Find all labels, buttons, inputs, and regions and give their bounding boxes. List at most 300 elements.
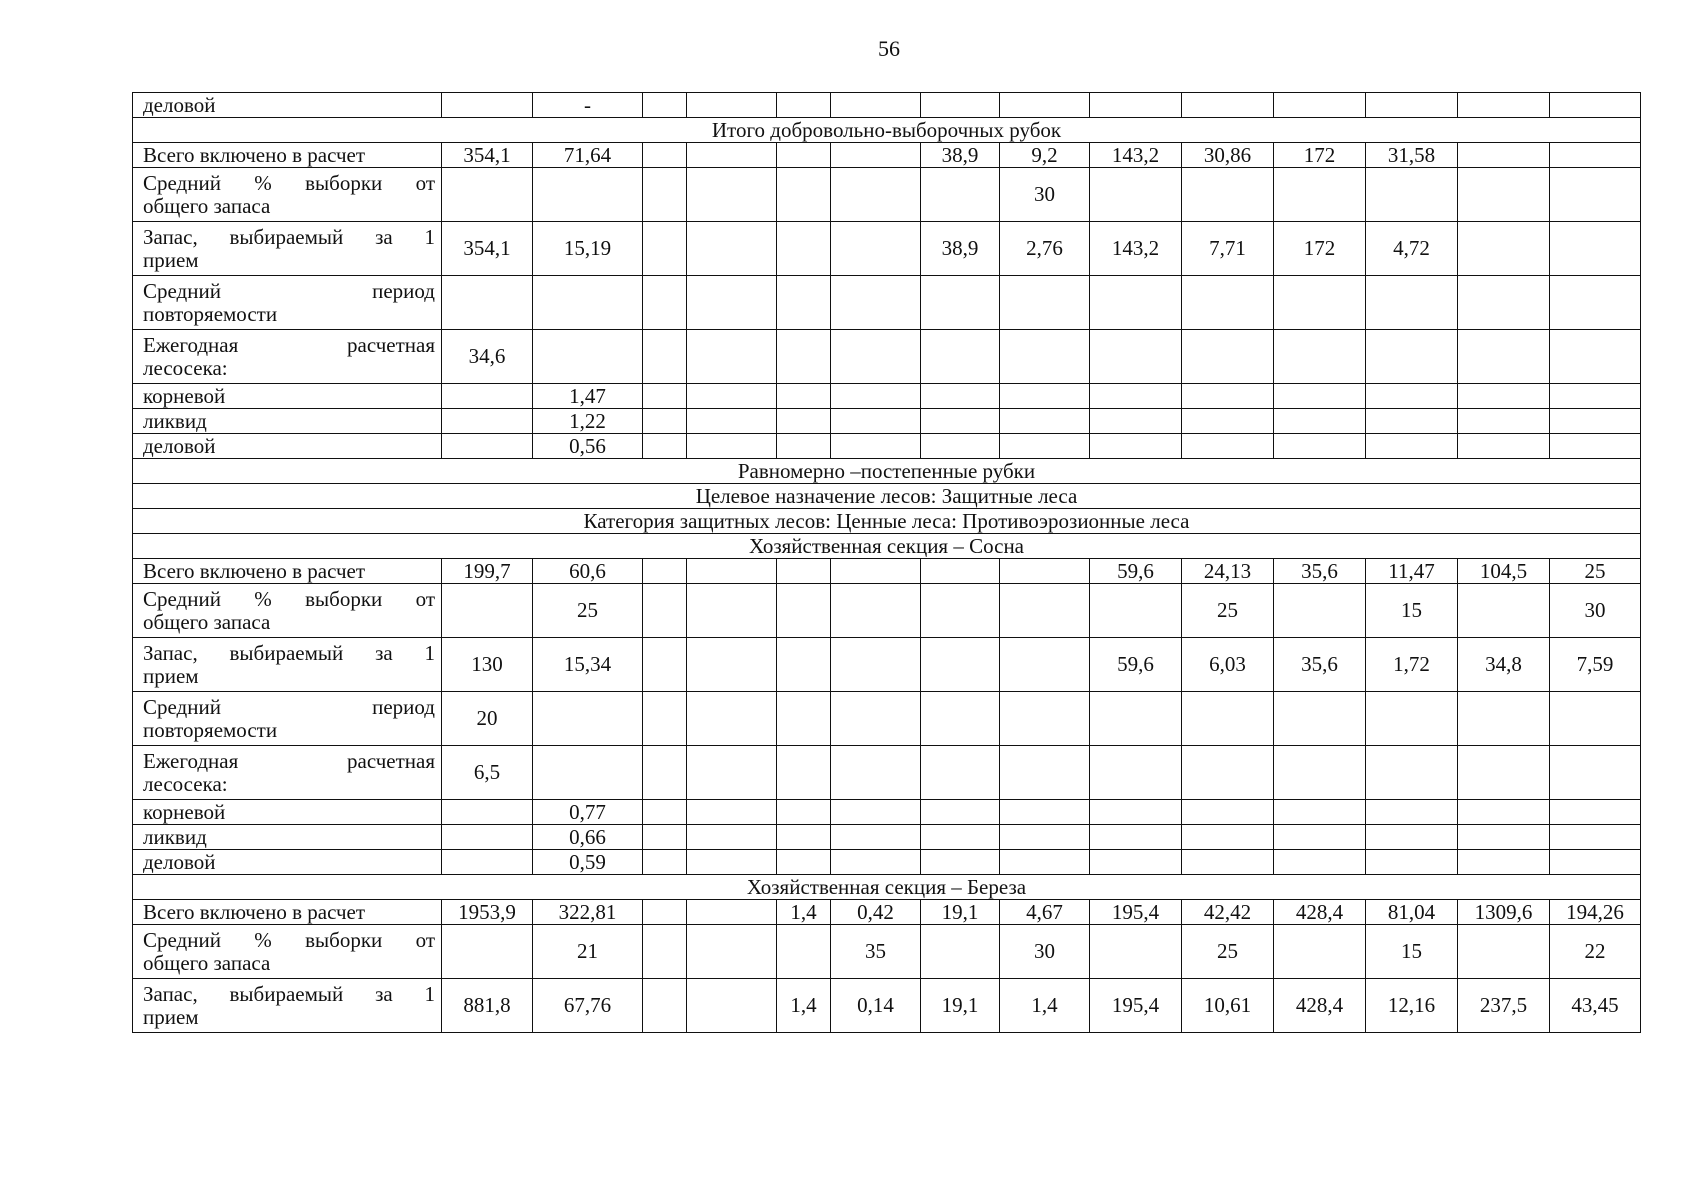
- table-row: [133, 692, 1641, 746]
- table-cell: [1366, 800, 1458, 825]
- table-cell: [1182, 276, 1274, 330]
- row-label-line-2: прием: [143, 247, 199, 272]
- table-cell: 1,22: [533, 409, 643, 434]
- table-cell: 15: [1366, 584, 1458, 638]
- table-cell: [687, 330, 777, 384]
- section-row: [133, 534, 1641, 559]
- row-label: [133, 746, 442, 800]
- row-label-word: Запас,: [143, 640, 198, 665]
- table-cell: [921, 692, 1000, 746]
- table-row: [133, 330, 1641, 384]
- table-cell: [777, 584, 831, 638]
- row-label-word: Ежегодная: [143, 332, 239, 357]
- table-cell: [1090, 168, 1182, 222]
- section-row: [133, 118, 1641, 143]
- table-cell: 0,77: [533, 800, 643, 825]
- table-cell: 12,16: [1366, 979, 1458, 1033]
- table-cell: [1550, 143, 1641, 168]
- table-cell: [442, 825, 533, 850]
- table-cell: [1274, 384, 1366, 409]
- table-cell: 42,42: [1182, 900, 1274, 925]
- table-cell: [533, 276, 643, 330]
- section-title: Хозяйственная секция – Сосна: [133, 534, 1641, 559]
- row-label-word: 1: [424, 981, 435, 1006]
- row-label-word: за: [375, 640, 393, 665]
- table-cell: 322,81: [533, 900, 643, 925]
- table-cell: [687, 93, 777, 118]
- row-label-word: Средний: [143, 170, 221, 195]
- row-label-word: от: [415, 170, 435, 195]
- table-cell: [831, 409, 921, 434]
- table-cell: [643, 330, 687, 384]
- row-label: [133, 638, 442, 692]
- table-cell: 9,2: [1000, 143, 1090, 168]
- table-cell: 30,86: [1182, 143, 1274, 168]
- table-cell: [1366, 692, 1458, 746]
- section-row: [133, 875, 1641, 900]
- row-label-line-1: [143, 983, 435, 1006]
- table-cell: [831, 800, 921, 825]
- table-cell: [1458, 746, 1550, 800]
- table-cell: [442, 93, 533, 118]
- table-cell: [921, 276, 1000, 330]
- table-cell: [831, 746, 921, 800]
- table-cell: 20: [442, 692, 533, 746]
- table-cell: [1366, 850, 1458, 875]
- row-label-word: Ежегодная: [143, 748, 239, 773]
- table-cell: 1309,6: [1458, 900, 1550, 925]
- table-cell: [921, 409, 1000, 434]
- table-cell: 104,5: [1458, 559, 1550, 584]
- table-cell: [643, 559, 687, 584]
- table-cell: [831, 222, 921, 276]
- table-cell: [687, 850, 777, 875]
- table-cell: [1000, 384, 1090, 409]
- table-cell: [687, 692, 777, 746]
- table-row: [133, 925, 1641, 979]
- table-cell: [643, 638, 687, 692]
- table-cell: [777, 276, 831, 330]
- table-cell: [1366, 93, 1458, 118]
- table-cell: [777, 330, 831, 384]
- table-cell: 881,8: [442, 979, 533, 1033]
- table-cell: [1274, 168, 1366, 222]
- table-cell: [687, 409, 777, 434]
- table-cell: [831, 692, 921, 746]
- row-label-word: Средний: [143, 586, 221, 611]
- table-cell: [687, 222, 777, 276]
- table-cell: [1274, 746, 1366, 800]
- table-cell: [1274, 692, 1366, 746]
- table-cell: 1,72: [1366, 638, 1458, 692]
- table-cell: 1,4: [777, 979, 831, 1033]
- table-cell: 195,4: [1090, 979, 1182, 1033]
- row-label: [133, 330, 442, 384]
- table-cell: 6,03: [1182, 638, 1274, 692]
- table-cell: [831, 638, 921, 692]
- table-cell: 43,45: [1550, 979, 1641, 1033]
- table-cell: [1274, 584, 1366, 638]
- table-cell: [1090, 409, 1182, 434]
- row-label-word: за: [375, 224, 393, 249]
- table-cell: [643, 825, 687, 850]
- table-cell: 1953,9: [442, 900, 533, 925]
- table-cell: [643, 384, 687, 409]
- row-label: деловой: [133, 93, 442, 118]
- table-cell: [1550, 222, 1641, 276]
- table-cell: 354,1: [442, 222, 533, 276]
- row-label-word: %: [254, 170, 272, 195]
- table-cell: [1182, 93, 1274, 118]
- table-cell: [1458, 925, 1550, 979]
- table-row: [133, 800, 1641, 825]
- table-cell: 59,6: [1090, 638, 1182, 692]
- table-body: [133, 93, 1641, 1033]
- row-label-word: расчетная: [347, 748, 435, 773]
- table-cell: [1000, 330, 1090, 384]
- row-label: ликвид: [133, 825, 442, 850]
- table-cell: [1550, 746, 1641, 800]
- table-cell: 7,59: [1550, 638, 1641, 692]
- table-cell: [1182, 800, 1274, 825]
- row-label-line-1: [143, 642, 435, 665]
- row-label-word: %: [254, 927, 272, 952]
- table-cell: 428,4: [1274, 900, 1366, 925]
- row-label-word: Запас,: [143, 981, 198, 1006]
- section-title: Итого добровольно-выборочных рубок: [133, 118, 1641, 143]
- table-cell: 6,5: [442, 746, 533, 800]
- table-row: [133, 168, 1641, 222]
- table-cell: [1090, 692, 1182, 746]
- row-label-line-1: [143, 280, 435, 303]
- row-label-word: Средний: [143, 927, 221, 952]
- table-cell: [921, 850, 1000, 875]
- table-cell: [777, 559, 831, 584]
- row-label: ликвид: [133, 409, 442, 434]
- table-cell: [921, 925, 1000, 979]
- row-label-word: от: [415, 586, 435, 611]
- table-cell: [1366, 276, 1458, 330]
- table-cell: [1090, 850, 1182, 875]
- table-cell: [831, 559, 921, 584]
- table-cell: [1274, 93, 1366, 118]
- row-label-line-2: лесосека:: [143, 771, 228, 796]
- table-cell: [1182, 330, 1274, 384]
- row-label: деловой: [133, 850, 442, 875]
- table-cell: [1274, 276, 1366, 330]
- table-cell: [643, 850, 687, 875]
- table-cell: [1550, 800, 1641, 825]
- table-cell: [1550, 93, 1641, 118]
- table-cell: 1,47: [533, 384, 643, 409]
- table-cell: 30: [1000, 925, 1090, 979]
- row-label: Всего включено в расчет: [133, 559, 442, 584]
- section-row: [133, 509, 1641, 534]
- table-row: [133, 384, 1641, 409]
- row-label: Всего включено в расчет: [133, 143, 442, 168]
- table-cell: [921, 93, 1000, 118]
- table-cell: [831, 825, 921, 850]
- table-cell: [777, 638, 831, 692]
- table-cell: [442, 168, 533, 222]
- table-cell: [777, 93, 831, 118]
- table-cell: [777, 825, 831, 850]
- table-row: [133, 222, 1641, 276]
- table-row: [133, 143, 1641, 168]
- table-cell: [643, 584, 687, 638]
- table-cell: 2,76: [1000, 222, 1090, 276]
- table-cell: 25: [1182, 925, 1274, 979]
- table-cell: 30: [1000, 168, 1090, 222]
- table-cell: 35,6: [1274, 638, 1366, 692]
- table-cell: [1274, 925, 1366, 979]
- table-cell: [643, 925, 687, 979]
- table-cell: 10,61: [1182, 979, 1274, 1033]
- table-cell: 1,4: [777, 900, 831, 925]
- table-cell: [1000, 559, 1090, 584]
- table-cell: [442, 409, 533, 434]
- table-cell: 11,47: [1366, 559, 1458, 584]
- section-title: Хозяйственная секция – Береза: [133, 875, 1641, 900]
- table-cell: 38,9: [921, 222, 1000, 276]
- table-cell: [643, 900, 687, 925]
- table-cell: [1458, 584, 1550, 638]
- table-cell: [1182, 409, 1274, 434]
- table-cell: [777, 222, 831, 276]
- row-label-word: выбираемый: [229, 224, 344, 249]
- table-cell: [1000, 850, 1090, 875]
- table-cell: [687, 143, 777, 168]
- row-label-word: выборки: [305, 170, 383, 195]
- row-label-word: расчетная: [347, 332, 435, 357]
- table-cell: [687, 434, 777, 459]
- table-cell: 354,1: [442, 143, 533, 168]
- row-label-line-1: [143, 334, 435, 357]
- table-cell: [1182, 434, 1274, 459]
- table-cell: [1090, 584, 1182, 638]
- table-cell: 195,4: [1090, 900, 1182, 925]
- table-cell: [1550, 825, 1641, 850]
- table-cell: [1366, 746, 1458, 800]
- table-cell: [1000, 825, 1090, 850]
- table-cell: [831, 850, 921, 875]
- table-cell: [643, 93, 687, 118]
- table-cell: [442, 434, 533, 459]
- table-cell: [1366, 168, 1458, 222]
- table-cell: [777, 925, 831, 979]
- table-cell: [831, 276, 921, 330]
- table-cell: [643, 800, 687, 825]
- row-label: [133, 925, 442, 979]
- table-cell: [1458, 850, 1550, 875]
- row-label: корневой: [133, 800, 442, 825]
- table-cell: [831, 93, 921, 118]
- table-cell: 130: [442, 638, 533, 692]
- row-label-line-1: [143, 696, 435, 719]
- table-cell: 24,13: [1182, 559, 1274, 584]
- table-cell: 0,66: [533, 825, 643, 850]
- section-row: [133, 459, 1641, 484]
- table-cell: 428,4: [1274, 979, 1366, 1033]
- table-row: [133, 638, 1641, 692]
- table-cell: [1000, 434, 1090, 459]
- table-cell: [643, 222, 687, 276]
- table-cell: [1458, 409, 1550, 434]
- row-label-word: 1: [424, 224, 435, 249]
- table-cell: [1274, 330, 1366, 384]
- table-cell: [777, 409, 831, 434]
- table-cell: [442, 384, 533, 409]
- row-label: [133, 584, 442, 638]
- table-cell: [1458, 692, 1550, 746]
- table-cell: [687, 979, 777, 1033]
- table-cell: [442, 850, 533, 875]
- table-cell: 15,19: [533, 222, 643, 276]
- table-cell: [777, 800, 831, 825]
- row-label-word: выбираемый: [229, 981, 344, 1006]
- table-cell: [643, 692, 687, 746]
- table-cell: [1000, 276, 1090, 330]
- table-cell: [687, 584, 777, 638]
- row-label-line-2: прием: [143, 663, 199, 688]
- section-row: [133, 484, 1641, 509]
- row-label: [133, 979, 442, 1033]
- table-cell: 38,9: [921, 143, 1000, 168]
- table-cell: [921, 638, 1000, 692]
- table-cell: [643, 143, 687, 168]
- row-label-line-2: общего запаса: [143, 609, 271, 634]
- row-label-word: за: [375, 981, 393, 1006]
- table-cell: [1550, 384, 1641, 409]
- table-cell: [442, 800, 533, 825]
- table-cell: [1458, 330, 1550, 384]
- section-title: Целевое назначение лесов: Защитные леса: [133, 484, 1641, 509]
- table-cell: [1458, 276, 1550, 330]
- table-cell: [1550, 692, 1641, 746]
- table-cell: [1458, 168, 1550, 222]
- table-cell: 19,1: [921, 900, 1000, 925]
- table-cell: [687, 559, 777, 584]
- table-cell: 25: [533, 584, 643, 638]
- table-cell: [1274, 800, 1366, 825]
- table-cell: [777, 692, 831, 746]
- table-cell: [643, 168, 687, 222]
- table-cell: [1274, 409, 1366, 434]
- table-cell: [533, 330, 643, 384]
- row-label: [133, 692, 442, 746]
- row-label-line-2: повторяемости: [143, 717, 278, 742]
- table-cell: 22: [1550, 925, 1641, 979]
- section-title: Равномерно –постепенные рубки: [133, 459, 1641, 484]
- table-cell: 35,6: [1274, 559, 1366, 584]
- table-cell: 67,76: [533, 979, 643, 1033]
- table-cell: [1182, 850, 1274, 875]
- table-row: [133, 900, 1641, 925]
- table-row: [133, 409, 1641, 434]
- table-cell: 199,7: [442, 559, 533, 584]
- table-cell: [1550, 168, 1641, 222]
- row-label-word: Запас,: [143, 224, 198, 249]
- table-cell: [1090, 434, 1182, 459]
- table-cell: 143,2: [1090, 143, 1182, 168]
- row-label-line-2: общего запаса: [143, 193, 271, 218]
- table-cell: [1274, 825, 1366, 850]
- table-cell: [831, 168, 921, 222]
- table-cell: [921, 168, 1000, 222]
- table-cell: [831, 384, 921, 409]
- table-cell: [643, 979, 687, 1033]
- table-cell: [442, 584, 533, 638]
- table-cell: [1182, 825, 1274, 850]
- table-cell: [1000, 638, 1090, 692]
- table-cell: 35: [831, 925, 921, 979]
- table-cell: [1458, 143, 1550, 168]
- table-row: [133, 979, 1641, 1033]
- row-label-line-2: повторяемости: [143, 301, 278, 326]
- table-cell: [1090, 825, 1182, 850]
- table-cell: 0,14: [831, 979, 921, 1033]
- table-cell: [831, 143, 921, 168]
- table-cell: [1274, 850, 1366, 875]
- table-cell: 7,71: [1182, 222, 1274, 276]
- table-cell: [687, 900, 777, 925]
- table-row: [133, 584, 1641, 638]
- table-cell: 1,4: [1000, 979, 1090, 1033]
- table-row: [133, 746, 1641, 800]
- table-cell: 71,64: [533, 143, 643, 168]
- row-label-word: выборки: [305, 586, 383, 611]
- table-cell: 34,6: [442, 330, 533, 384]
- table-cell: [687, 746, 777, 800]
- table-cell: [777, 850, 831, 875]
- table-cell: [687, 168, 777, 222]
- table-cell: [921, 800, 1000, 825]
- table-row: [133, 93, 1641, 118]
- table-cell: [1366, 330, 1458, 384]
- section-title: Категория защитных лесов: Ценные леса: Противоэрозионные леса: [133, 509, 1641, 534]
- row-label-line-1: [143, 172, 435, 195]
- table-cell: [687, 276, 777, 330]
- table-cell: [777, 384, 831, 409]
- table-cell: [1090, 384, 1182, 409]
- table-cell: 0,42: [831, 900, 921, 925]
- table-cell: 0,59: [533, 850, 643, 875]
- table-cell: [1274, 434, 1366, 459]
- row-label: деловой: [133, 434, 442, 459]
- table-cell: [643, 434, 687, 459]
- row-label-line-1: [143, 750, 435, 773]
- table-cell: [643, 409, 687, 434]
- table-row: [133, 850, 1641, 875]
- table-cell: 4,67: [1000, 900, 1090, 925]
- table-cell: [1458, 222, 1550, 276]
- table-cell: [1000, 93, 1090, 118]
- table-cell: [1182, 692, 1274, 746]
- table-cell: [1000, 692, 1090, 746]
- table-cell: 60,6: [533, 559, 643, 584]
- row-label: корневой: [133, 384, 442, 409]
- table-cell: [777, 434, 831, 459]
- table-cell: [921, 825, 1000, 850]
- table-cell: [1000, 409, 1090, 434]
- table-cell: [1182, 168, 1274, 222]
- table-cell: [533, 692, 643, 746]
- table-cell: 15: [1366, 925, 1458, 979]
- table-row: [133, 825, 1641, 850]
- row-label-word: %: [254, 586, 272, 611]
- table-cell: 194,26: [1550, 900, 1641, 925]
- table-cell: [921, 434, 1000, 459]
